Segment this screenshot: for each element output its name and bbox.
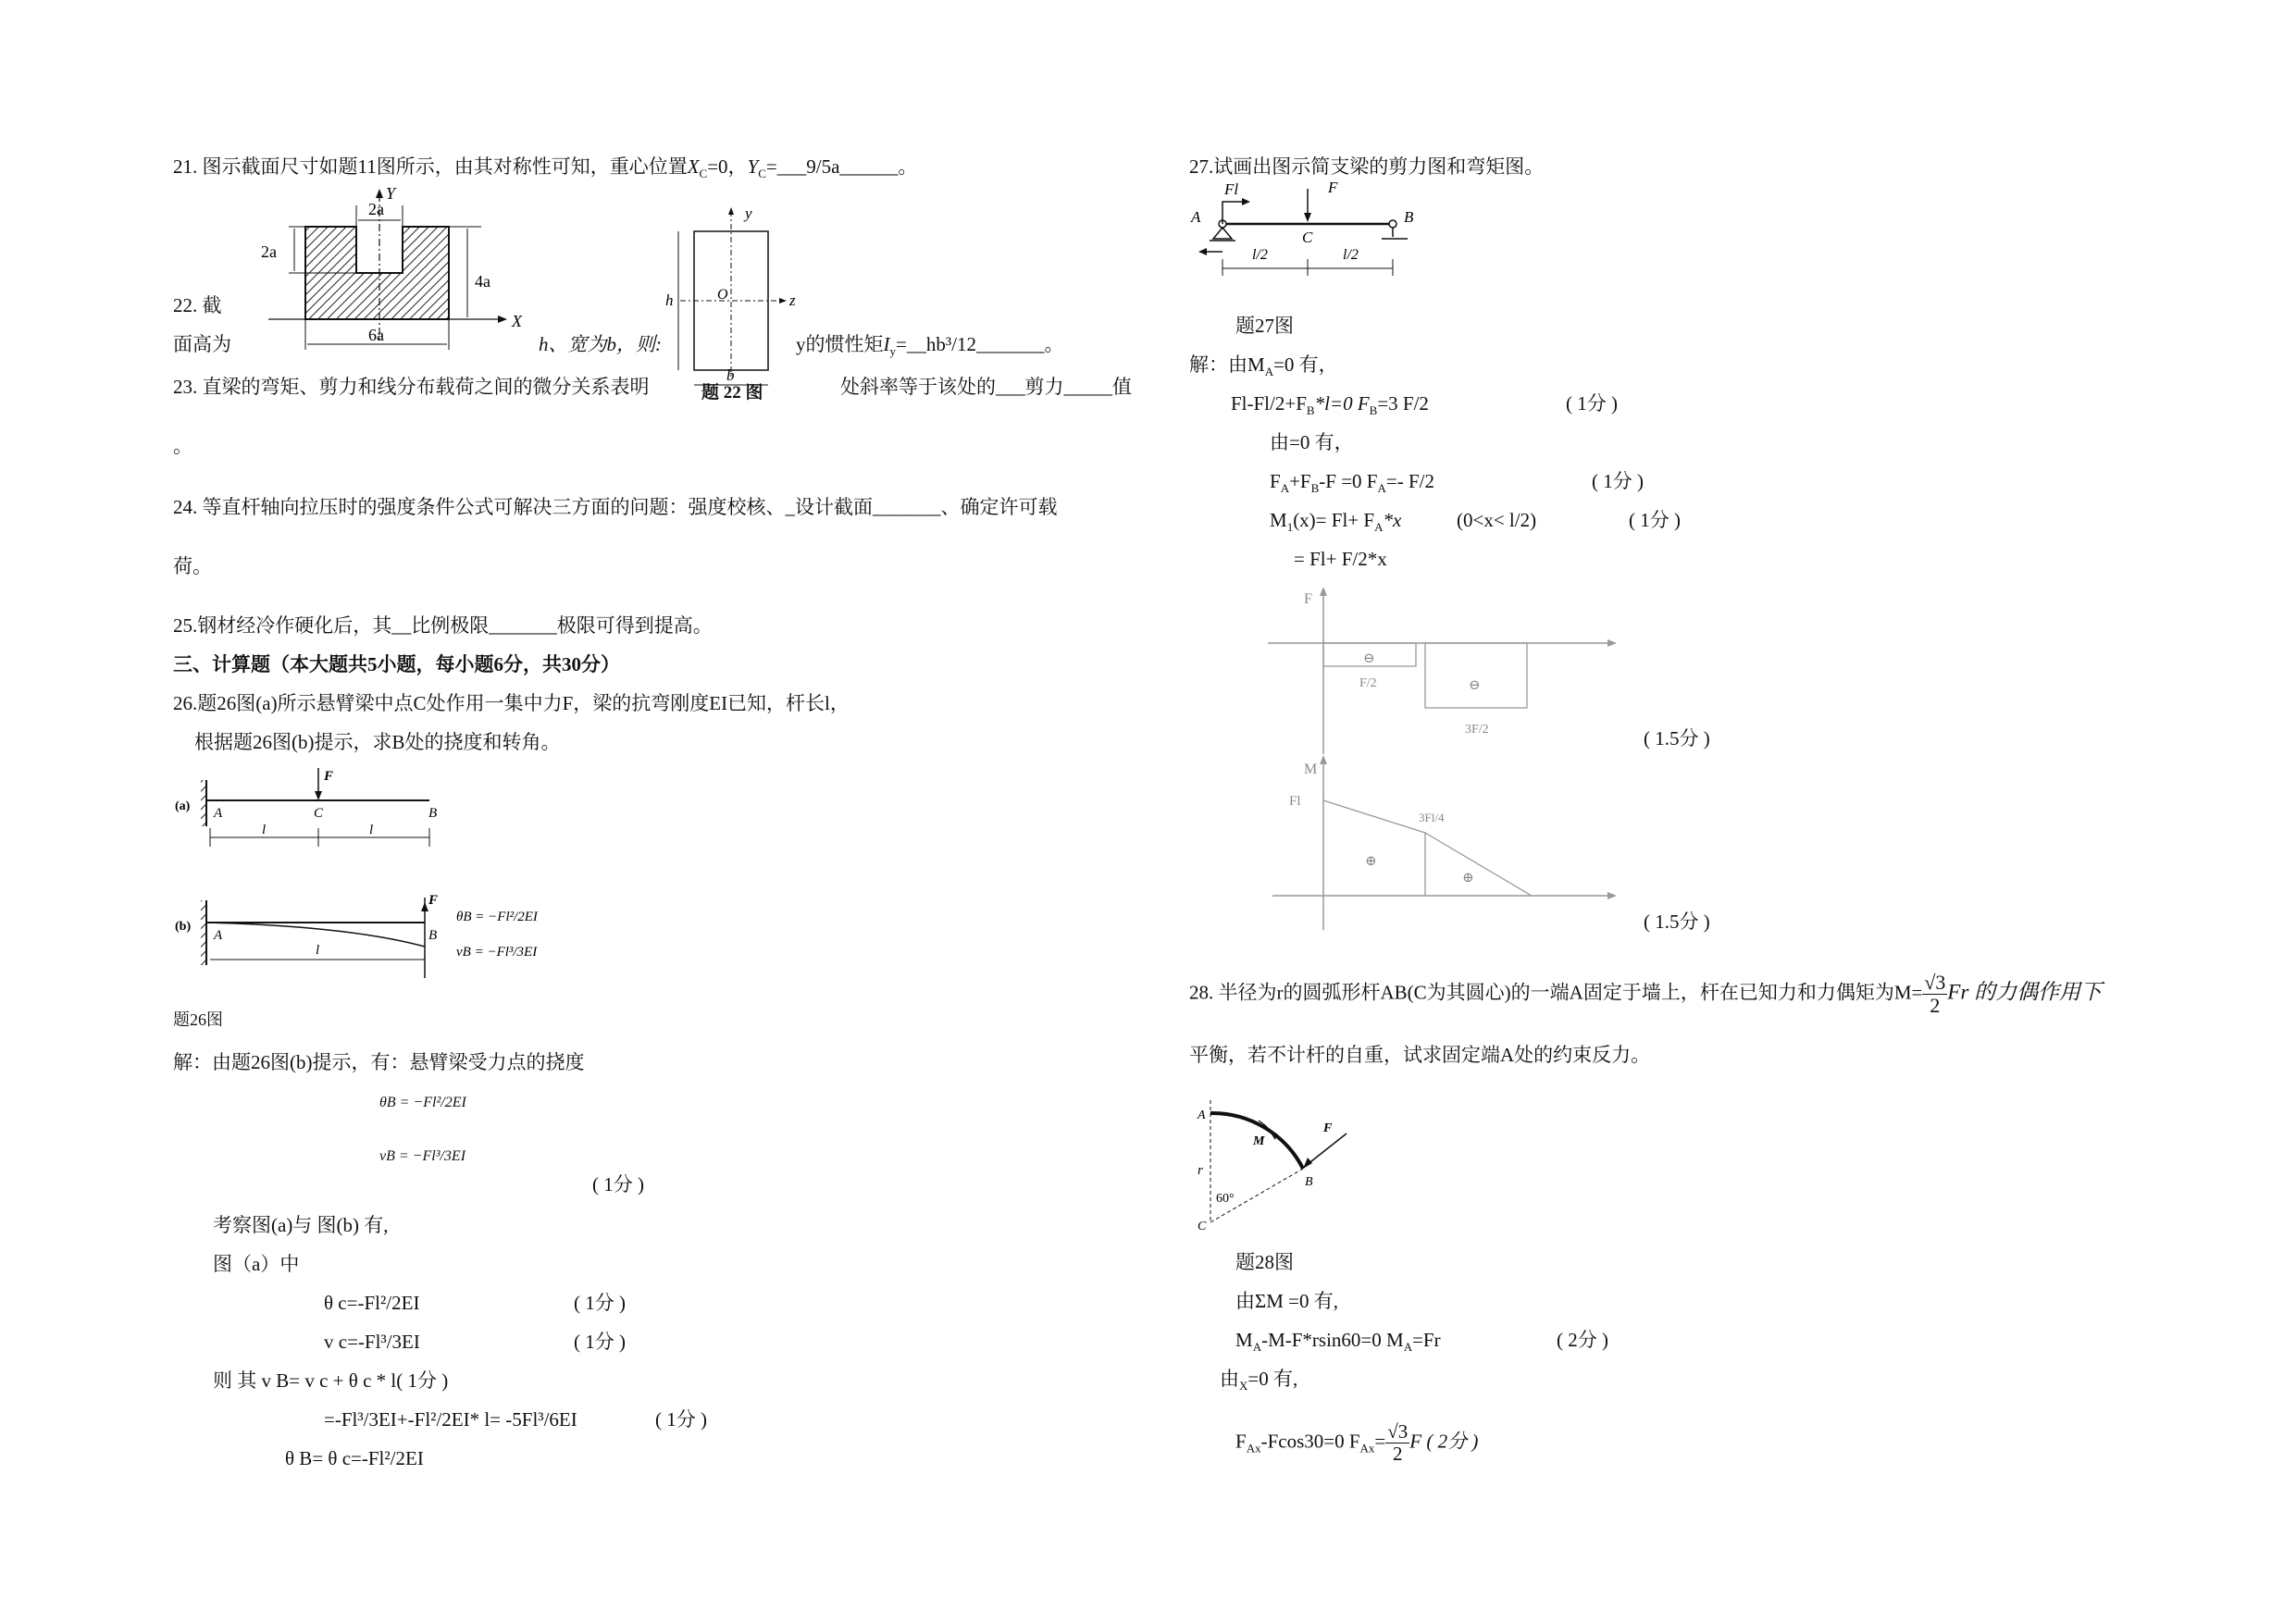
- sol28-l2: $M_A-M-F*rsin60=0$ $M_A=Fr$: [1235, 1329, 1441, 1355]
- moment-score: ( 1.5分 ): [1644, 911, 1710, 933]
- sol26-s2: 图（a）中: [213, 1253, 300, 1275]
- sol26-s3-score: ( 1分 ): [574, 1292, 626, 1314]
- fig22-origin: O: [717, 287, 728, 303]
- sol26-intro: 解：由题26图(b)提示，有：悬臂梁受力点的挠度: [173, 1051, 585, 1073]
- fig11-dim-4a: 4a: [475, 272, 490, 291]
- sol27-l4: $F_A+F_B-F =0$ $F_A=-$ F/2: [1270, 470, 1434, 496]
- fig26-a-len2: l: [369, 823, 374, 837]
- figure-27-caption: 题27图: [1235, 315, 1294, 337]
- fig26-v-b: vB = −Fl³/3EI: [456, 945, 538, 960]
- sol27-l2-score: ( 1分 ): [1566, 392, 1618, 415]
- sol27-l1: 解：由$M_A=0$ 有，: [1189, 353, 1338, 379]
- question-24-a: 24. 等直杆轴向拉压时的强度条件公式可解决三方面的问题：强度校核、_设计截面_______、确定许可载: [173, 496, 1058, 518]
- sol27-l3: 由=0 有，: [1270, 431, 1354, 453]
- fig11-axis-x: X: [512, 312, 522, 330]
- question-22-a: 22. 截: [173, 294, 222, 316]
- shear-axis-label: F: [1304, 591, 1312, 607]
- section-3-heading: 三、计算题（本大题共5小题，每小题6分，共30分）: [173, 653, 620, 675]
- question-25: 25.钢材经冷作硬化后，其__比例极限_______极限可得到提高。: [173, 614, 713, 637]
- fig26-a-force: F: [324, 769, 334, 784]
- sol27-l5: $M_1(x)= Fl+ F_A*x$: [1270, 509, 1402, 535]
- question-21: 21. 图示截面尺寸如题11图所示，由其对称性可知，重心位置$X_C=0$，$Y_C=\_\_\_9/5a\_\_\_\_\_\_$。: [173, 155, 918, 181]
- moment-sign-2: ⊕: [1462, 871, 1474, 886]
- sol27-l5-range: (0<x< l/2): [1457, 509, 1537, 531]
- fig26-a-pt-c: C: [314, 806, 324, 821]
- question-28-c: 平衡，若不计杆的自重，试求固定端A处的约束反力。: [1189, 1044, 1651, 1066]
- fig28-pt-b: B: [1305, 1175, 1313, 1189]
- sol28-l3: 由$_X$=0 有,: [1220, 1368, 1298, 1394]
- fig26-b-pt-b: B: [428, 928, 438, 943]
- shear-seg1-label: F/2: [1359, 676, 1377, 690]
- fig22-axis-y: y: [745, 204, 752, 222]
- figure-27-beam: [1189, 176, 1430, 287]
- fig27-half1: l/2: [1252, 247, 1268, 263]
- figure-28: [1194, 1096, 1360, 1235]
- shear-sign-2: ⊖: [1469, 678, 1481, 693]
- fig28-r: r: [1198, 1163, 1203, 1178]
- shear-score: ( 1.5分 ): [1644, 727, 1710, 750]
- sol26-s5: 则 其 v B= v c + θ c * l( 1分 ): [213, 1369, 449, 1392]
- fig28-pt-a: A: [1198, 1109, 1206, 1122]
- fig26-b-len: l: [316, 943, 320, 958]
- fig27-half2: l/2: [1343, 247, 1359, 263]
- shear-diagram: [1263, 583, 1633, 759]
- sol26-s6-score: ( 1分 ): [655, 1408, 707, 1431]
- sol27-l2: $Fl-Fl/2+F_B*l=0$ $F_B=3$ F/2: [1231, 392, 1429, 418]
- figure-26-caption: 题26图: [173, 1010, 223, 1029]
- question-23-a: 23. 直梁的弯矩、剪力和线分布载荷之间的微分关系表明: [173, 376, 650, 398]
- question-22-c: h、宽为b，则:: [539, 333, 662, 355]
- fig26-b-force: F: [428, 893, 439, 908]
- sol28-l4: $F_{Ax}-Fcos30=0$ $F_{Ax}=$ $\frac{√3}{2}$ F ( 2分 ): [1235, 1420, 1479, 1466]
- question-23-b: 处斜率等于该处的___剪力_____值: [840, 376, 1132, 398]
- fig11-axis-y: Y: [386, 184, 396, 203]
- sol26-theta-formula: θB = −Fl²/2EI: [379, 1095, 466, 1110]
- moment-start-label: Fl: [1289, 794, 1301, 809]
- fig26-a-pt-a: A: [214, 806, 223, 821]
- fig26-b-pt-a: A: [214, 928, 223, 943]
- fig26-theta-b: θB = −Fl²/2EI: [456, 910, 538, 924]
- fig28-m: M: [1253, 1134, 1265, 1148]
- sol26-score1: ( 1分 ): [592, 1173, 644, 1196]
- question-22-d: y的惯性矩$I_y=\_\_hb^3/12\_\_\_\_\_\_\_$。: [796, 333, 1064, 359]
- moment-diagram: [1263, 750, 1633, 935]
- sol26-s7: θ B= θ c=-Fl²/2EI: [285, 1447, 424, 1469]
- sol26-s4-score: ( 1分 ): [574, 1331, 626, 1353]
- fig22-b: b: [726, 366, 735, 384]
- sol26-s1: 考察图(a)与 图(b) 有,: [213, 1214, 389, 1236]
- fig28-f: F: [1323, 1121, 1333, 1135]
- fig27-pt-b: B: [1404, 208, 1414, 226]
- sol27-l4-score: ( 1分 ): [1592, 470, 1644, 492]
- fig11-dim-6a: 6a: [368, 326, 384, 344]
- sol26-s4: v c=-Fl³/3EI: [324, 1331, 420, 1353]
- fig22-axis-z: z: [789, 291, 796, 309]
- fig26-b-label: (b): [175, 920, 192, 934]
- fig27-force: F: [1328, 179, 1338, 196]
- fig26-a-pt-b: B: [428, 806, 438, 821]
- fig27-fl: Fl: [1224, 180, 1239, 198]
- question-26-line1: 26.题26图(a)所示悬臂梁中点C处作用一集中力F，梁的抗弯刚度EI已知，杆长l，: [173, 692, 850, 714]
- moment-sign-1: ⊕: [1365, 854, 1377, 869]
- figure-22-section: [662, 202, 810, 405]
- figure-28-caption: 题28图: [1235, 1251, 1294, 1273]
- sol27-l5-score: ( 1分 ): [1629, 509, 1681, 531]
- fig26-a-label: (a): [175, 799, 191, 813]
- question-24-b: 荷。: [173, 555, 212, 577]
- fig11-dim-2a-top: 2a: [368, 200, 384, 218]
- question-22-b: 面高为: [173, 333, 231, 355]
- fig22-h: h: [665, 291, 674, 309]
- moment-mid-label: 3Fl/4: [1419, 811, 1445, 824]
- moment-axis-label: M: [1304, 762, 1318, 777]
- question-26-line2: 根据题26图(b)提示，求B处的挠度和转角。: [194, 731, 561, 753]
- question-27: 27.试画出图示简支梁的剪力图和弯矩图。: [1189, 155, 1545, 178]
- fig28-pt-c: C: [1198, 1220, 1207, 1233]
- shear-sign-1: ⊖: [1363, 651, 1375, 666]
- sol26-v-formula: vB = −Fl³/3EI: [379, 1148, 466, 1164]
- sol26-s6: =-Fl³/3EI+-Fl²/2EI* l= -5Fl³/6EI: [324, 1408, 577, 1431]
- shear-seg2-label: 3F/2: [1465, 723, 1489, 737]
- fig11-dim-2a-left: 2a: [261, 242, 277, 261]
- sqrt3-over-2: $\frac{√3}{2}$: [1924, 971, 1946, 1018]
- fig27-pt-a: A: [1191, 208, 1201, 226]
- fig28-angle: 60°: [1216, 1192, 1235, 1206]
- figure-22-caption: 题 22 图: [701, 383, 763, 403]
- sol28-l2-score: ( 2分 ): [1557, 1329, 1608, 1351]
- question-28-a: 28. 半径为r的圆弧形杆AB(C为其圆心)的一端A固定于墙上，杆在已知力和力偶矩为M= $\frac{√3}{2}$ Fr 的力偶作用下: [1189, 971, 2103, 1018]
- fig27-pt-c: C: [1302, 229, 1313, 246]
- figure-11-section: [250, 185, 537, 352]
- sol28-l1: 由ΣM =0 有,: [1235, 1290, 1338, 1312]
- sqrt3-over-2-b: $\frac{√3}{2}$: [1387, 1420, 1409, 1466]
- figure-26: [173, 763, 562, 985]
- sol26-s3: θ c=-Fl²/2EI: [324, 1292, 420, 1314]
- fig26-a-len1: l: [262, 823, 267, 837]
- sol27-l6: = Fl+ F/2*x: [1294, 548, 1387, 570]
- question-23-c: 。: [173, 435, 192, 457]
